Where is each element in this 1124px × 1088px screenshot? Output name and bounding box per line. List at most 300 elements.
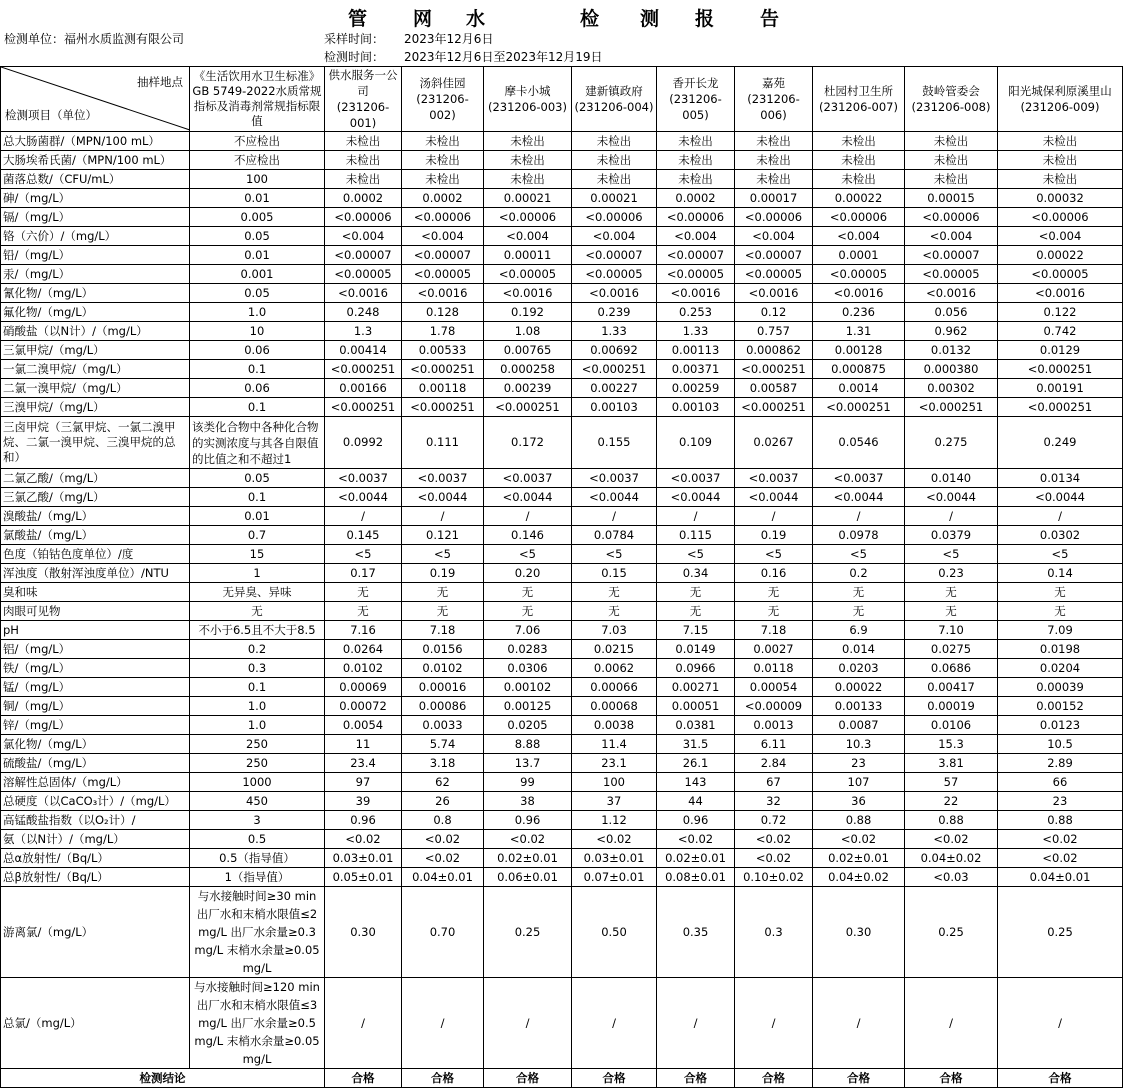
measured-value: 0.07±0.01 [572,868,657,887]
measured-value: 0.00019 [905,697,998,716]
measured-value: 0.128 [402,303,484,322]
test-item: 汞/（mg/L） [1,265,190,284]
measured-value: <0.0044 [484,488,572,507]
measured-value: 0.88 [905,811,998,830]
table-row [1,830,1123,849]
measured-value: <0.0016 [402,284,484,303]
standard-limit: 0.5（指导值） [190,849,325,868]
measured-value: 0.8 [402,811,484,830]
measured-value: 0.121 [402,526,484,545]
measured-value: <0.0016 [325,284,402,303]
measured-value: <0.00006 [998,208,1123,227]
standard-limit: 250 [190,735,325,754]
measured-value: 8.88 [484,735,572,754]
standard-limit: 1000 [190,773,325,792]
measured-value: <0.00007 [735,246,813,265]
measured-value: 100 [572,773,657,792]
measured-value: 0.00371 [657,360,735,379]
measured-value: <0.004 [905,227,998,246]
test-item: 总硬度（以CaCO₃计）/（mg/L） [1,792,190,811]
measured-value: <0.02 [484,830,572,849]
site-code: (231206-001) [336,100,390,130]
measured-value: <0.00007 [657,246,735,265]
measured-value: 0.0033 [402,716,484,735]
table-row [1,284,1123,303]
measured-value: 无 [402,602,484,621]
measured-value: 未检出 [325,170,402,189]
measured-value: / [813,507,905,526]
measured-value: 32 [735,792,813,811]
measured-value: 7.16 [325,621,402,640]
measured-value: <0.0044 [325,488,402,507]
measured-value: <0.00006 [813,208,905,227]
table-row [1,322,1123,341]
measured-value: / [657,507,735,526]
measured-value: <0.000251 [572,360,657,379]
table-row [1,208,1123,227]
measured-value: 0.06±0.01 [484,868,572,887]
measured-value: 0.05±0.01 [325,868,402,887]
measured-value: <0.02 [402,830,484,849]
conclusion-value: 合格 [325,1069,402,1088]
site-header [657,67,735,132]
measured-value: 未检出 [735,170,813,189]
test-item: 铜/（mg/L） [1,697,190,716]
measured-value: <5 [402,545,484,564]
measured-value: <0.00009 [735,697,813,716]
sampling-time-label: 采样时间： [324,32,385,46]
table-row [1,398,1123,417]
measured-value: 0.00533 [402,341,484,360]
measured-value: 0.2 [813,564,905,583]
conclusion-label: 检测结论 [1,1069,325,1088]
measured-value: 3.81 [905,754,998,773]
conclusion-value: 合格 [998,1069,1123,1088]
measured-value: 0.00022 [813,189,905,208]
site-name: 供水服务一公司 [328,68,398,98]
measured-value: 无 [325,583,402,602]
measured-value: 无 [572,583,657,602]
standard-limit: 10 [190,322,325,341]
table-row [1,792,1123,811]
measured-value: 7.18 [402,621,484,640]
measured-value: <0.02 [813,830,905,849]
table-row [1,735,1123,754]
measured-value: 0.25 [484,887,572,978]
test-item: 氨（以N计）/（mg/L） [1,830,190,849]
measured-value: <0.0037 [484,469,572,488]
measured-value: 0.00692 [572,341,657,360]
measured-value: 未检出 [998,132,1123,151]
measured-value: 0.155 [572,417,657,469]
measured-value: 无 [905,602,998,621]
measured-value: 0.146 [484,526,572,545]
measured-value: 38 [484,792,572,811]
measured-value: 0.0204 [998,659,1123,678]
table-row [1,341,1123,360]
measured-value: 0.00414 [325,341,402,360]
measured-value: <0.0037 [735,469,813,488]
measured-value: 143 [657,773,735,792]
measured-value: 0.25 [998,887,1123,978]
measured-value: 0.00051 [657,697,735,716]
test-item: 溶解性总固体/（mg/L） [1,773,190,792]
standard-limit: 0.01 [190,246,325,265]
standard-limit: 1.0 [190,303,325,322]
standard-limit: 0.06 [190,379,325,398]
table-row [1,849,1123,868]
measured-value: 0.0992 [325,417,402,469]
measured-value: 0.00227 [572,379,657,398]
standard-limit: 该类化合物中各种化合物的实测浓度与其各自限值的比值之和不超过1 [190,417,325,469]
measured-value: 未检出 [402,151,484,170]
measured-value: 23 [813,754,905,773]
measured-value: <0.00006 [484,208,572,227]
measured-value: 0.00302 [905,379,998,398]
measured-value: / [484,507,572,526]
measured-value: 0.0027 [735,640,813,659]
measured-value: 0.0140 [905,469,998,488]
measured-value: 0.00068 [572,697,657,716]
standard-limit: 1（指导值） [190,868,325,887]
measured-value: 无 [484,583,572,602]
measured-value: 0.0123 [998,716,1123,735]
measured-value: 0.0062 [572,659,657,678]
measured-value: <5 [735,545,813,564]
measured-value: <0.000251 [402,398,484,417]
test-item: 氟化物/（mg/L） [1,303,190,322]
measured-value: / [735,507,813,526]
measured-value: 0.00032 [998,189,1123,208]
measured-value: 0.0978 [813,526,905,545]
table-row [1,754,1123,773]
conclusion-value: 合格 [402,1069,484,1088]
standard-limit: 1.0 [190,716,325,735]
site-code: (231206-008) [911,100,991,114]
measured-value: 0.70 [402,887,484,978]
measured-value: 0.00011 [484,246,572,265]
measured-value: / [484,978,572,1069]
testing-unit: 检测单位：福州水质监测有限公司 [4,32,185,46]
measured-value: <0.00005 [572,265,657,284]
standard-limit: 0.001 [190,265,325,284]
test-item: 氯化物/（mg/L） [1,735,190,754]
measured-value: 0.00069 [325,678,402,697]
measured-value: 0.50 [572,887,657,978]
site-code: (231206-004) [574,100,654,114]
measured-value: 无 [998,583,1123,602]
measured-value: <0.000251 [484,398,572,417]
measured-value: 0.0054 [325,716,402,735]
test-item: 总大肠菌群/（MPN/100 mL） [1,132,190,151]
measured-value: 0.00166 [325,379,402,398]
measured-value: 0.19 [735,526,813,545]
measured-value: 0.02±0.01 [657,849,735,868]
measured-value: 无 [735,583,813,602]
measured-value: / [905,978,998,1069]
measured-value: 未检出 [998,151,1123,170]
measured-value: <0.0016 [998,284,1123,303]
site-header [735,67,813,132]
test-item: 一氯二溴甲烷/（mg/L） [1,360,190,379]
test-item: 肉眼可见物 [1,602,190,621]
table-row [1,132,1123,151]
measured-value: 6.9 [813,621,905,640]
measured-value: <0.0044 [813,488,905,507]
measured-value: 0.0106 [905,716,998,735]
measured-value: 10.5 [998,735,1123,754]
table-row [1,640,1123,659]
table-row [1,659,1123,678]
measured-value: <0.00006 [905,208,998,227]
measured-value: 0.0102 [402,659,484,678]
measured-value: 0.00191 [998,379,1123,398]
measured-value: 未检出 [657,151,735,170]
measured-value: <0.004 [325,227,402,246]
measured-value: 0.111 [402,417,484,469]
conclusion-value: 合格 [905,1069,998,1088]
test-item: 总α放射性/（Bq/L） [1,849,190,868]
table-row [1,469,1123,488]
measured-value: 未检出 [735,132,813,151]
test-item: 铁/（mg/L） [1,659,190,678]
measured-value: 0.96 [484,811,572,830]
measured-value: <0.00006 [325,208,402,227]
standard-limit: 0.05 [190,284,325,303]
measured-value: 无 [657,583,735,602]
site-name: 嘉苑 [762,76,785,90]
measured-value: 0.275 [905,417,998,469]
test-item: 三氯乙酸/（mg/L） [1,488,190,507]
measured-value: 0.00118 [402,379,484,398]
measured-value: <0.00005 [813,265,905,284]
measured-value: 0.0087 [813,716,905,735]
table-row [1,170,1123,189]
measured-value: 0.000380 [905,360,998,379]
standard-limit: 0.5 [190,830,325,849]
measured-value: 0.30 [813,887,905,978]
measured-value: 0.0198 [998,640,1123,659]
test-item: 氰化物/（mg/L） [1,284,190,303]
measured-value: 7.15 [657,621,735,640]
measured-value: 97 [325,773,402,792]
title-char: 检 [580,8,600,30]
measured-value: <0.0044 [572,488,657,507]
measured-value: 0.00239 [484,379,572,398]
measured-value: 0.239 [572,303,657,322]
measured-value: 0.23 [905,564,998,583]
measured-value: <0.00005 [484,265,572,284]
measured-value: 0.0002 [402,189,484,208]
measured-value: / [905,507,998,526]
measured-value: 0.0002 [657,189,735,208]
measured-value: 6.11 [735,735,813,754]
standard-limit: 1 [190,564,325,583]
measured-value: 未检出 [905,170,998,189]
measured-value: <0.00007 [325,246,402,265]
measured-value: <0.0044 [402,488,484,507]
table-row [1,246,1123,265]
measured-value: 0.00152 [998,697,1123,716]
standard-limit: 0.05 [190,227,325,246]
standard-limit: 0.1 [190,488,325,507]
measured-value: 57 [905,773,998,792]
site-name: 摩卡小城 [504,84,551,98]
measured-value: <0.004 [484,227,572,246]
measured-value: 未检出 [813,151,905,170]
measured-value: <0.0037 [402,469,484,488]
measured-value: <0.02 [905,830,998,849]
title-char: 管 [348,8,368,30]
measured-value: 0.172 [484,417,572,469]
measured-value: 0.00017 [735,189,813,208]
test-item: 三氯甲烷/（mg/L） [1,341,190,360]
measured-value: 无 [572,602,657,621]
measured-value: 0.00103 [572,398,657,417]
standard-header: 《生活饮用水卫生标准》GB 5749-2022水质常规指标及消毒剂常规指标限值 [190,67,325,132]
measured-value: 0.0205 [484,716,572,735]
test-item: 臭和味 [1,583,190,602]
table-row [1,360,1123,379]
measured-value: 0.0129 [998,341,1123,360]
standard-limit: 不应检出 [190,151,325,170]
measured-value: 37 [572,792,657,811]
measured-value: 0.0118 [735,659,813,678]
measured-value: <0.0044 [905,488,998,507]
testing-time-label: 检测时间： [324,50,385,64]
measured-value: 0.0283 [484,640,572,659]
measured-value: 未检出 [998,170,1123,189]
measured-value: 0.96 [657,811,735,830]
measured-value: 0.0784 [572,526,657,545]
test-item: 菌落总数/（CFU/mL） [1,170,190,189]
measured-value: 7.10 [905,621,998,640]
measured-value: <0.004 [735,227,813,246]
measured-value: 67 [735,773,813,792]
test-item: 溴酸盐/（mg/L） [1,507,190,526]
measured-value: <0.000251 [325,360,402,379]
table-row [1,716,1123,735]
measured-value: 0.34 [657,564,735,583]
measured-value: <0.000251 [998,360,1123,379]
measured-value: 0.00765 [484,341,572,360]
measured-value: 0.00102 [484,678,572,697]
title-char: 网 [413,8,433,30]
measured-value: 0.0001 [813,246,905,265]
measured-value: 0.00015 [905,189,998,208]
measured-value: 0.04±0.01 [402,868,484,887]
table-row [1,811,1123,830]
measured-value: 1.08 [484,322,572,341]
measured-value: 26.1 [657,754,735,773]
site-name: 鼓岭管委会 [922,84,980,98]
test-item: 铝/（mg/L） [1,640,190,659]
measured-value: / [572,978,657,1069]
measured-value: / [657,978,735,1069]
measured-value: <0.0016 [484,284,572,303]
measured-value: 62 [402,773,484,792]
measured-value: 0.0132 [905,341,998,360]
conclusion-value: 合格 [813,1069,905,1088]
standard-limit: 1.0 [190,697,325,716]
measured-value: 0.88 [998,811,1123,830]
measured-value: 23.4 [325,754,402,773]
measured-value: 未检出 [484,132,572,151]
measured-value: 0.17 [325,564,402,583]
measured-value: <0.004 [998,227,1123,246]
table-row [1,621,1123,640]
measured-value: 2.84 [735,754,813,773]
sampling-time-value: 2023年12月6日 [404,32,494,46]
conclusion-value: 合格 [572,1069,657,1088]
standard-limit: 0.1 [190,360,325,379]
measured-value: <0.000251 [402,360,484,379]
site-header [572,67,657,132]
measured-value: 0.00054 [735,678,813,697]
measured-value: / [325,507,402,526]
test-item: 镉/（mg/L） [1,208,190,227]
table-row [1,978,1123,1069]
table-row [1,583,1123,602]
measured-value: 0.02±0.01 [484,849,572,868]
measured-value: 未检出 [657,170,735,189]
measured-value: 0.0203 [813,659,905,678]
measured-value: 未检出 [813,132,905,151]
measured-value: <5 [325,545,402,564]
measured-value: 0.14 [998,564,1123,583]
report-table-body [1,67,1123,1088]
title-char: 报 [695,8,715,30]
measured-value: 3.18 [402,754,484,773]
sample-location-label: 抽样地点 [137,75,183,89]
measured-value: <0.000251 [905,398,998,417]
measured-value: <0.0037 [572,469,657,488]
measured-value: 0.02±0.01 [813,849,905,868]
measured-value: 无 [998,602,1123,621]
measured-value: 0.00259 [657,379,735,398]
title-char: 测 [640,8,660,30]
measured-value: <0.00006 [657,208,735,227]
measured-value: 0.0686 [905,659,998,678]
measured-value: 0.00125 [484,697,572,716]
table-header-row [1,67,1123,132]
measured-value: <0.004 [657,227,735,246]
table-row [1,868,1123,887]
measured-value: <0.000251 [998,398,1123,417]
measured-value: <5 [998,545,1123,564]
measured-value: 未检出 [735,151,813,170]
measured-value: 0.16 [735,564,813,583]
site-header [998,67,1123,132]
measured-value: <0.02 [572,830,657,849]
measured-value: 0.00128 [813,341,905,360]
measured-value: 无 [657,602,735,621]
measured-value: 0.04±0.02 [813,868,905,887]
measured-value: 0.00417 [905,678,998,697]
site-header [325,67,402,132]
measured-value: <0.004 [813,227,905,246]
measured-value: 无 [813,583,905,602]
measured-value: / [325,978,402,1069]
site-name: 香开长龙 [672,76,719,90]
site-code: (231206-009) [1020,100,1100,114]
table-row [1,265,1123,284]
measured-value: <0.000251 [325,398,402,417]
measured-value: 11 [325,735,402,754]
measured-value: 0.96 [325,811,402,830]
standard-limit: 0.2 [190,640,325,659]
testing-time-value: 2023年12月6日至2023年12月19日 [404,50,603,64]
